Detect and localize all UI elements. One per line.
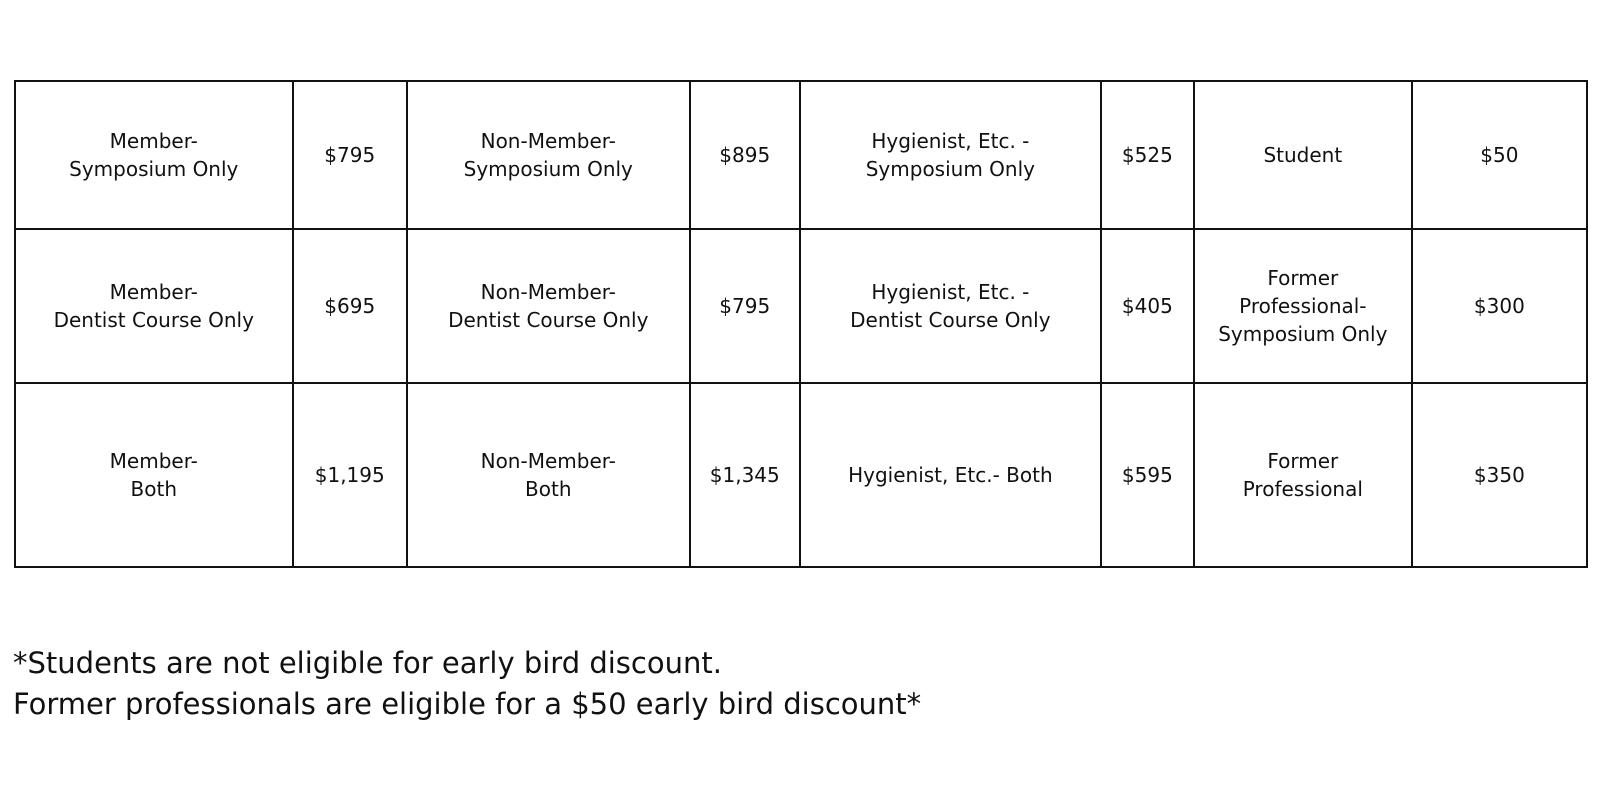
category-cell: Hygienist, Etc. - Dentist Course Only (800, 229, 1101, 383)
category-cell: Hygienist, Etc. - Symposium Only (800, 81, 1101, 229)
category-cell: Non-Member- Both (407, 383, 690, 567)
table-row (15, 383, 1587, 567)
category-cell: Member- Dentist Course Only (15, 229, 293, 383)
category-cell: Non-Member- Symposium Only (407, 81, 690, 229)
category-cell: Hygienist, Etc.- Both (800, 383, 1101, 567)
price-cell: $1,345 (690, 383, 800, 567)
price-cell: $350 (1412, 383, 1587, 567)
footnotes (13, 643, 921, 725)
table-row (15, 229, 1587, 383)
price-cell: $795 (293, 81, 407, 229)
category-cell: Member- Symposium Only (15, 81, 293, 229)
price-cell: $695 (293, 229, 407, 383)
category-cell: Student (1194, 81, 1412, 229)
price-cell: $50 (1412, 81, 1587, 229)
price-cell: $525 (1101, 81, 1194, 229)
category-cell: Former Professional- Symposium Only (1194, 229, 1412, 383)
category-cell: Member- Both (15, 383, 293, 567)
footnote-students: *Students are not eligible for early bird discount. (13, 646, 722, 680)
price-cell: $795 (690, 229, 800, 383)
footnote-former-professionals: Former professionals are eligible for a $50 early bird discount* (13, 687, 922, 721)
price-cell: $405 (1101, 229, 1194, 383)
pricing-table (14, 80, 1588, 568)
category-cell: Non-Member- Dentist Course Only (407, 229, 690, 383)
category-cell: Former Professional (1194, 383, 1412, 567)
price-cell: $595 (1101, 383, 1194, 567)
price-cell: $300 (1412, 229, 1587, 383)
table-row (15, 81, 1587, 229)
price-cell: $895 (690, 81, 800, 229)
price-cell: $1,195 (293, 383, 407, 567)
